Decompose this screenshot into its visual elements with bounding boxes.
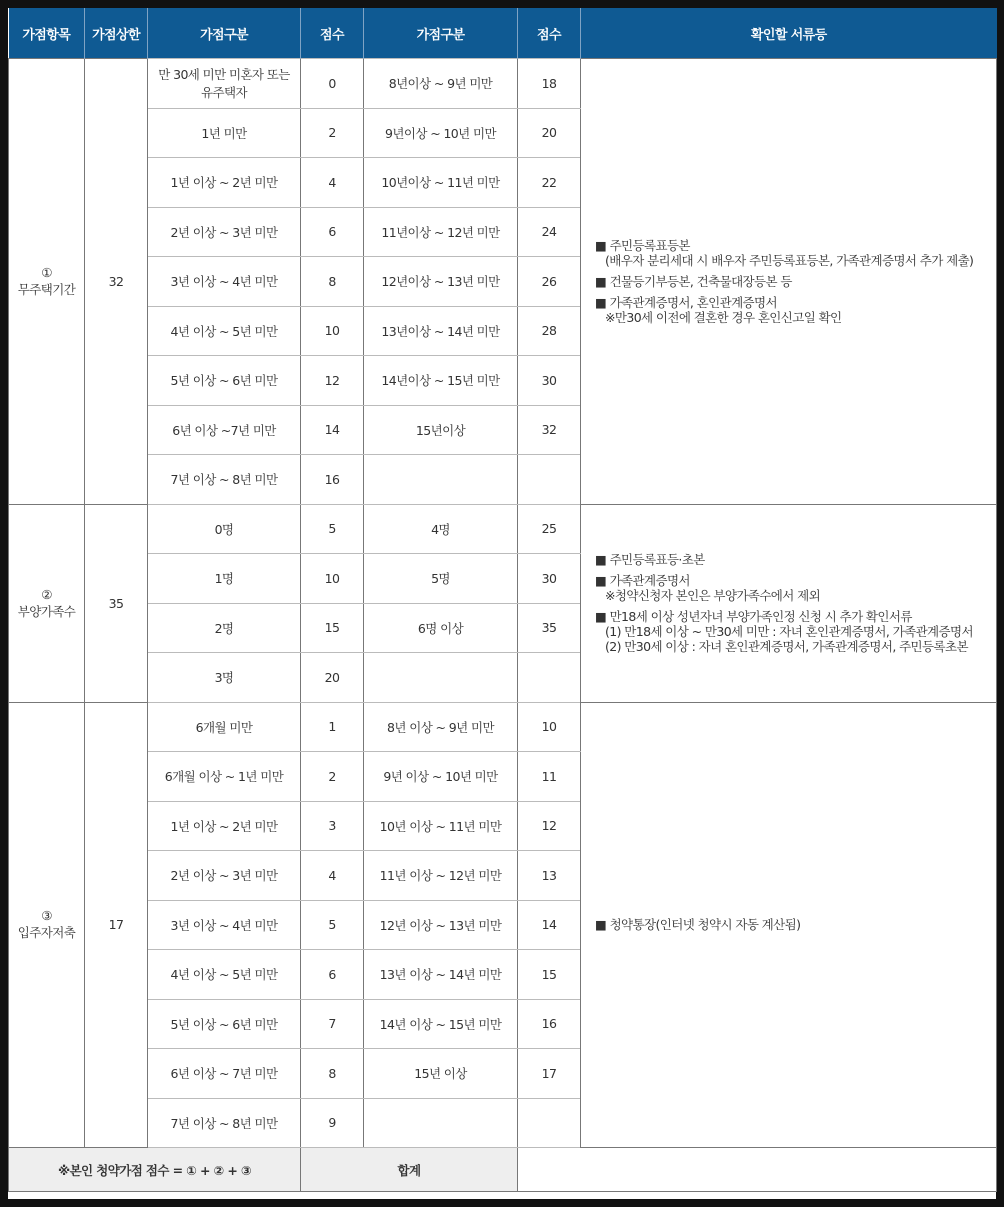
criteria-cell: 14년 이상 ~ 15년 미만 (364, 999, 518, 1049)
score-cell: 4 (301, 158, 364, 208)
score-cell: 6 (301, 950, 364, 1000)
column-header: 가점상한 (85, 8, 148, 59)
score-cell: 10 (301, 554, 364, 604)
criteria-cell: 9년 이상 ~ 10년 미만 (364, 752, 518, 802)
score-cell: 24 (518, 207, 581, 257)
table-row (9, 702, 997, 752)
score-cell: 12 (301, 356, 364, 406)
criteria-cell: 13년 이상 ~ 14년 미만 (364, 950, 518, 1000)
column-header: 가점항목 (9, 8, 85, 59)
document-item (595, 238, 992, 268)
score-cell: 14 (518, 900, 581, 950)
category-cell (9, 59, 85, 505)
criteria-cell: 1년 이상 ~ 2년 미만 (148, 801, 301, 851)
score-cell: 6 (301, 207, 364, 257)
document-title: ■ 청약통장(인터넷 청약시 자동 계산됨) (595, 917, 801, 933)
criteria-cell: 12년이상 ~ 13년 미만 (364, 257, 518, 307)
score-cell: 5 (301, 504, 364, 554)
column-header: 가점구분 (148, 8, 301, 59)
column-header: 확인할 서류등 (581, 8, 997, 59)
criteria-cell: 11년 이상 ~ 12년 미만 (364, 851, 518, 901)
criteria-cell: 7년 이상 ~ 8년 미만 (148, 455, 301, 505)
score-cell: 22 (518, 158, 581, 208)
criteria-cell: 1년 미만 (148, 108, 301, 158)
score-cell: 28 (518, 306, 581, 356)
score-cell: 7 (301, 999, 364, 1049)
document-item (595, 917, 992, 932)
column-header: 점수 (518, 8, 581, 59)
criteria-cell: 8년이상 ~ 9년 미만 (364, 59, 518, 109)
score-cell: 12 (518, 801, 581, 851)
column-header: 가점구분 (364, 8, 518, 59)
score-cell: 15 (518, 950, 581, 1000)
score-cell: 26 (518, 257, 581, 307)
category-number: ② (41, 586, 52, 602)
document-title: ■ 가족관계증명서 (595, 573, 690, 588)
document-note: (배우자 분리세대 시 배우자 주민등록표등본, 가족관계증명서 추가 제출) (605, 252, 974, 268)
document-note: (1) 만18세 이상 ~ 만30세 미만 : 자녀 혼인관계증명서, 가족관계증명서 (605, 624, 973, 639)
score-cell: 8 (301, 1049, 364, 1099)
document-title: ■ 주민등록표등본 (595, 237, 690, 253)
score-cell: 11 (518, 752, 581, 802)
criteria-cell: 4년 이상 ~ 5년 미만 (148, 950, 301, 1000)
category-cell (9, 504, 85, 702)
document-title: ■ 만18세 이상 성년자녀 부양가족인정 신청 시 추가 확인서류 (595, 609, 912, 624)
score-cell (518, 455, 581, 505)
score-cell: 2 (301, 752, 364, 802)
category-number: ③ (41, 908, 52, 924)
criteria-cell: 9년이상 ~ 10년 미만 (364, 108, 518, 158)
table-row (9, 504, 997, 554)
score-cell: 14 (301, 405, 364, 455)
category-name: 부양가족수 (17, 603, 76, 619)
criteria-cell: 0명 (148, 504, 301, 554)
document-title: ■ 건물등기부등본, 건축물대장등본 등 (595, 273, 792, 289)
score-cell: 30 (518, 356, 581, 406)
document-note: ※만30세 이전에 결혼한 경우 혼인신고일 확인 (605, 309, 842, 325)
score-cell: 18 (518, 59, 581, 109)
score-cell: 13 (518, 851, 581, 901)
criteria-cell (364, 1098, 518, 1148)
total-label: 합계 (301, 1148, 518, 1192)
score-cell: 20 (301, 653, 364, 703)
criteria-cell: 3명 (148, 653, 301, 703)
document-note: ※청약신청자 본인은 부양가족수에서 제외 (605, 588, 821, 603)
criteria-cell: 14년이상 ~ 15년 미만 (364, 356, 518, 406)
document-item (595, 609, 992, 654)
document-title: ■ 가족관계증명서, 혼인관계증명서 (595, 294, 777, 310)
score-cell: 2 (301, 108, 364, 158)
score-cell: 10 (301, 306, 364, 356)
category-cell (9, 702, 85, 1148)
criteria-cell: 15년이상 (364, 405, 518, 455)
criteria-cell: 5년 이상 ~ 6년 미만 (148, 356, 301, 406)
score-cell: 0 (301, 59, 364, 109)
criteria-cell: 15년 이상 (364, 1049, 518, 1099)
total-value (518, 1148, 997, 1192)
criteria-cell: 12년 이상 ~ 13년 미만 (364, 900, 518, 950)
score-cell: 17 (518, 1049, 581, 1099)
criteria-cell: 10년이상 ~ 11년 미만 (364, 158, 518, 208)
max-score-cell: 35 (85, 504, 148, 702)
score-cell (518, 1098, 581, 1148)
table-row (9, 59, 997, 109)
score-formula: ※본인 청약가점 점수 = ① + ② + ③ (9, 1148, 301, 1192)
footer-row (9, 1148, 997, 1192)
column-header: 점수 (301, 8, 364, 59)
required-documents-cell (581, 702, 997, 1148)
criteria-cell: 6개월 이상 ~ 1년 미만 (148, 752, 301, 802)
score-cell: 32 (518, 405, 581, 455)
score-cell: 20 (518, 108, 581, 158)
criteria-cell: 5명 (364, 554, 518, 604)
document-item (595, 274, 992, 289)
score-cell: 8 (301, 257, 364, 307)
score-cell: 5 (301, 900, 364, 950)
category-name: 무주택기간 (17, 281, 76, 297)
criteria-cell: 1명 (148, 554, 301, 604)
score-cell: 35 (518, 603, 581, 653)
score-cell: 1 (301, 702, 364, 752)
criteria-cell: 3년 이상 ~ 4년 미만 (148, 900, 301, 950)
criteria-cell: 13년이상 ~ 14년 미만 (364, 306, 518, 356)
score-cell: 30 (518, 554, 581, 604)
criteria-cell (364, 455, 518, 505)
max-score-cell: 32 (85, 59, 148, 505)
criteria-cell: 2년 이상 ~ 3년 미만 (148, 207, 301, 257)
category-number: ① (41, 264, 52, 280)
score-cell: 10 (518, 702, 581, 752)
score-cell (518, 653, 581, 703)
criteria-cell: 10년 이상 ~ 11년 미만 (364, 801, 518, 851)
criteria-cell: 5년 이상 ~ 6년 미만 (148, 999, 301, 1049)
document-item (595, 295, 992, 325)
criteria-cell: 만 30세 미만 미혼자 또는 유주택자 (148, 59, 301, 109)
criteria-cell: 1년 이상 ~ 2년 미만 (148, 158, 301, 208)
score-cell: 15 (301, 603, 364, 653)
document-title: ■ 주민등록표등·초본 (595, 552, 705, 567)
criteria-cell: 11년이상 ~ 12년 미만 (364, 207, 518, 257)
score-cell: 4 (301, 851, 364, 901)
max-score-cell: 17 (85, 702, 148, 1148)
criteria-cell: 6명 이상 (364, 603, 518, 653)
score-cell: 25 (518, 504, 581, 554)
required-documents-cell (581, 59, 997, 505)
document-item (595, 552, 992, 567)
document-note: (2) 만30세 이상 : 자녀 혼인관계증명서, 가족관계증명서, 주민등록초본 (605, 639, 968, 654)
score-cell: 16 (301, 455, 364, 505)
score-table-frame (8, 8, 996, 1199)
criteria-cell: 6년 이상 ~7년 미만 (148, 405, 301, 455)
criteria-cell: 3년 이상 ~ 4년 미만 (148, 257, 301, 307)
criteria-cell: 7년 이상 ~ 8년 미만 (148, 1098, 301, 1148)
score-cell: 9 (301, 1098, 364, 1148)
document-item (595, 573, 992, 603)
criteria-cell: 2명 (148, 603, 301, 653)
score-cell: 16 (518, 999, 581, 1049)
criteria-cell (364, 653, 518, 703)
housing-subscription-score-table (8, 8, 997, 1192)
criteria-cell: 6년 이상 ~ 7년 미만 (148, 1049, 301, 1099)
score-cell: 3 (301, 801, 364, 851)
criteria-cell: 2년 이상 ~ 3년 미만 (148, 851, 301, 901)
criteria-cell: 6개월 미만 (148, 702, 301, 752)
criteria-cell: 4명 (364, 504, 518, 554)
criteria-cell: 4년 이상 ~ 5년 미만 (148, 306, 301, 356)
required-documents-cell (581, 504, 997, 702)
category-name: 입주자저축 (17, 925, 76, 941)
criteria-cell: 8년 이상 ~ 9년 미만 (364, 702, 518, 752)
